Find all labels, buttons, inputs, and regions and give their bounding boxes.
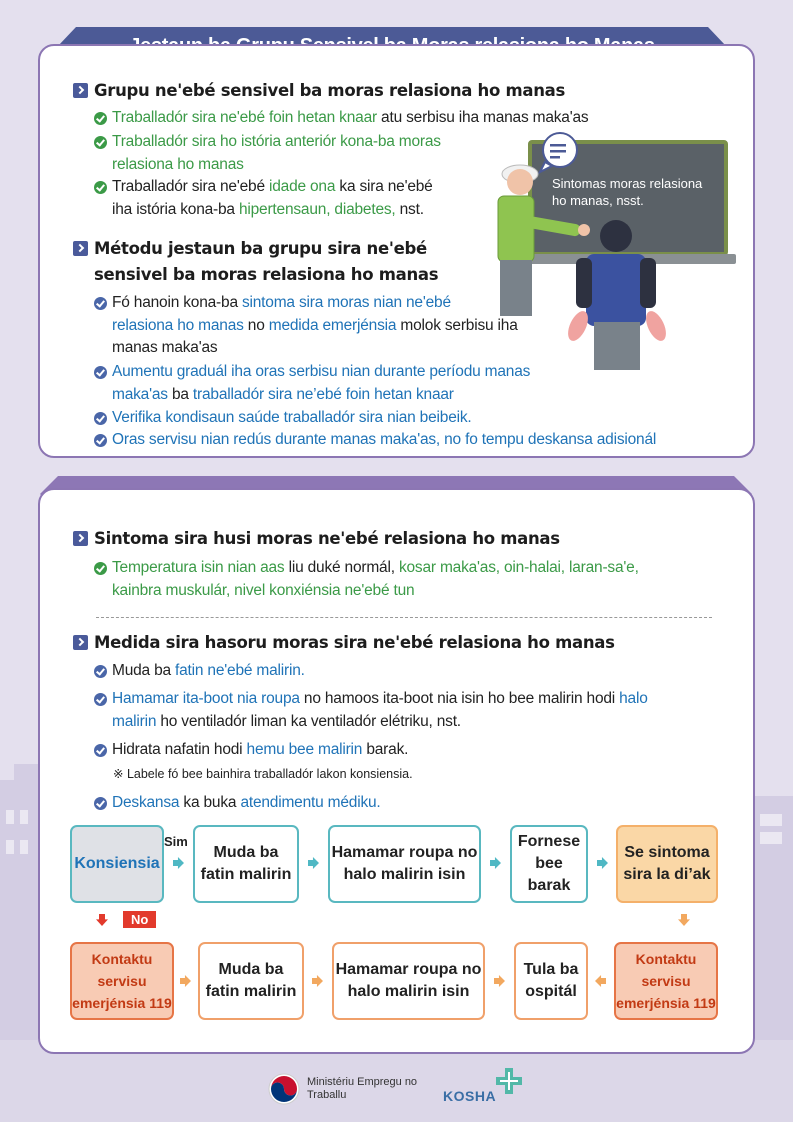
list-item: Aumentu graduál iha oras serbisu nian durante períodu manas maka'as ba traballadór sira ne’ebé foin hetan knaar (94, 361, 594, 406)
flow-step-move-cool: Muda ba fatin malirin (193, 825, 299, 903)
list-item: Fó hanoin kona-ba sintoma sira moras nian ne'ebé relasiona ho manas no medida emerjénsia molok serbisu iha manas maka'as (94, 292, 564, 360)
square-check-icon (73, 241, 88, 256)
list-item: Traballadór sira ho istória anteriór kona-ba moras relasiona ho manas (94, 131, 494, 176)
flow-emergency-119-2: Kontaktu servisu emerjénsia 119 (614, 942, 718, 1020)
check-circle-icon (94, 562, 107, 575)
list-item: Verifika kondisaun saúde traballadór sira nian beibeik. (94, 407, 694, 430)
list-item: Deskansa ka buka atendimentu médiku. (94, 792, 714, 815)
check-circle-icon (94, 112, 107, 125)
check-circle-icon (94, 297, 107, 310)
check-circle-icon (94, 665, 107, 678)
square-check-icon (73, 635, 88, 650)
list-item: Oras servisu nian redús durante manas maka'as, no fo tempu deskansa adisionál (94, 429, 734, 452)
section2-heading2: Medida sira hasoru moras sira ne'ebé relasiona ho manas (73, 630, 615, 656)
blackboard-text: Sintomas moras relasiona ho manas, nsst. (552, 176, 703, 208)
korea-emblem-logo (268, 1073, 300, 1105)
list-item: Hamamar ita-boot nia roupa no hamoos ita-boot nia isin ho bee malirin hodi halo malirin ho ventiladór liman ka ventiladór elétriku, nst. (94, 688, 714, 733)
check-circle-icon (94, 181, 107, 194)
list-item: Hidrata nafatin hodi hemu bee malirin barak. (94, 739, 714, 762)
check-circle-icon (94, 136, 107, 149)
flow-no-label: No (123, 911, 156, 928)
ministry-name: Ministériu Empregu no Traballu (307, 1076, 418, 1101)
flow-step-wet-clothes: Hamamar roupa no halo malirin isin (328, 825, 481, 903)
list-item: Temperatura isin nian aas liu duké normál, kosar maka'as, oin-halai, laran-sa'e, kainbra muskulár, nivel konxiénsia ne'ebé tun (94, 557, 714, 602)
flow-consciousness: Konsiensia (70, 825, 164, 903)
section2-heading1: Sintoma sira husi moras ne'ebé relasiona ho manas (73, 526, 560, 552)
kosha-logo: KOSHA (443, 1088, 497, 1104)
list-item: Muda ba fatin ne'ebé malirin. (94, 660, 714, 683)
square-check-icon (73, 83, 88, 98)
flow-step-symptoms-bad: Se sintoma sira la di’ak (616, 825, 718, 903)
list-item: Traballadór sira ne'ebé idade ona ka sira ne'ebé iha istória kona-ba hipertensaun, diabetes, nst. (94, 176, 494, 221)
list-item: Traballadór sira ne'ebé foin hetan knaar atu serbisu iha manas maka'as (94, 107, 694, 130)
note-text: ※ Labele fó bee bainhira traballadór lakon konsiensia. (113, 767, 413, 781)
check-circle-icon (94, 797, 107, 810)
flow-emergency-119: Kontaktu servisu emerjénsia 119 (70, 942, 174, 1020)
square-check-icon (73, 531, 88, 546)
section1-heading1: Grupu ne'ebé sensivel ba moras relasiona ho manas (73, 78, 565, 104)
section1-heading2: Métodu jestaun ba grupu sira ne'ebé sensivel ba moras relasiona ho manas (73, 236, 438, 288)
flow-step-hospital: Tula ba ospitál (514, 942, 588, 1020)
worker-illustration (490, 130, 670, 370)
kosha-cross-icon (494, 1066, 524, 1096)
flow-step-water: Fornese bee barak (510, 825, 588, 903)
check-circle-icon (94, 412, 107, 425)
divider (96, 617, 712, 618)
flow-step-wet-clothes-2: Hamamar roupa no halo malirin isin (332, 942, 485, 1020)
flow-yes-label: Sim (164, 834, 188, 849)
flow-step-move-cool-2: Muda ba fatin malirin (198, 942, 304, 1020)
check-circle-icon (94, 366, 107, 379)
check-circle-icon (94, 434, 107, 447)
check-circle-icon (94, 744, 107, 757)
check-circle-icon (94, 693, 107, 706)
